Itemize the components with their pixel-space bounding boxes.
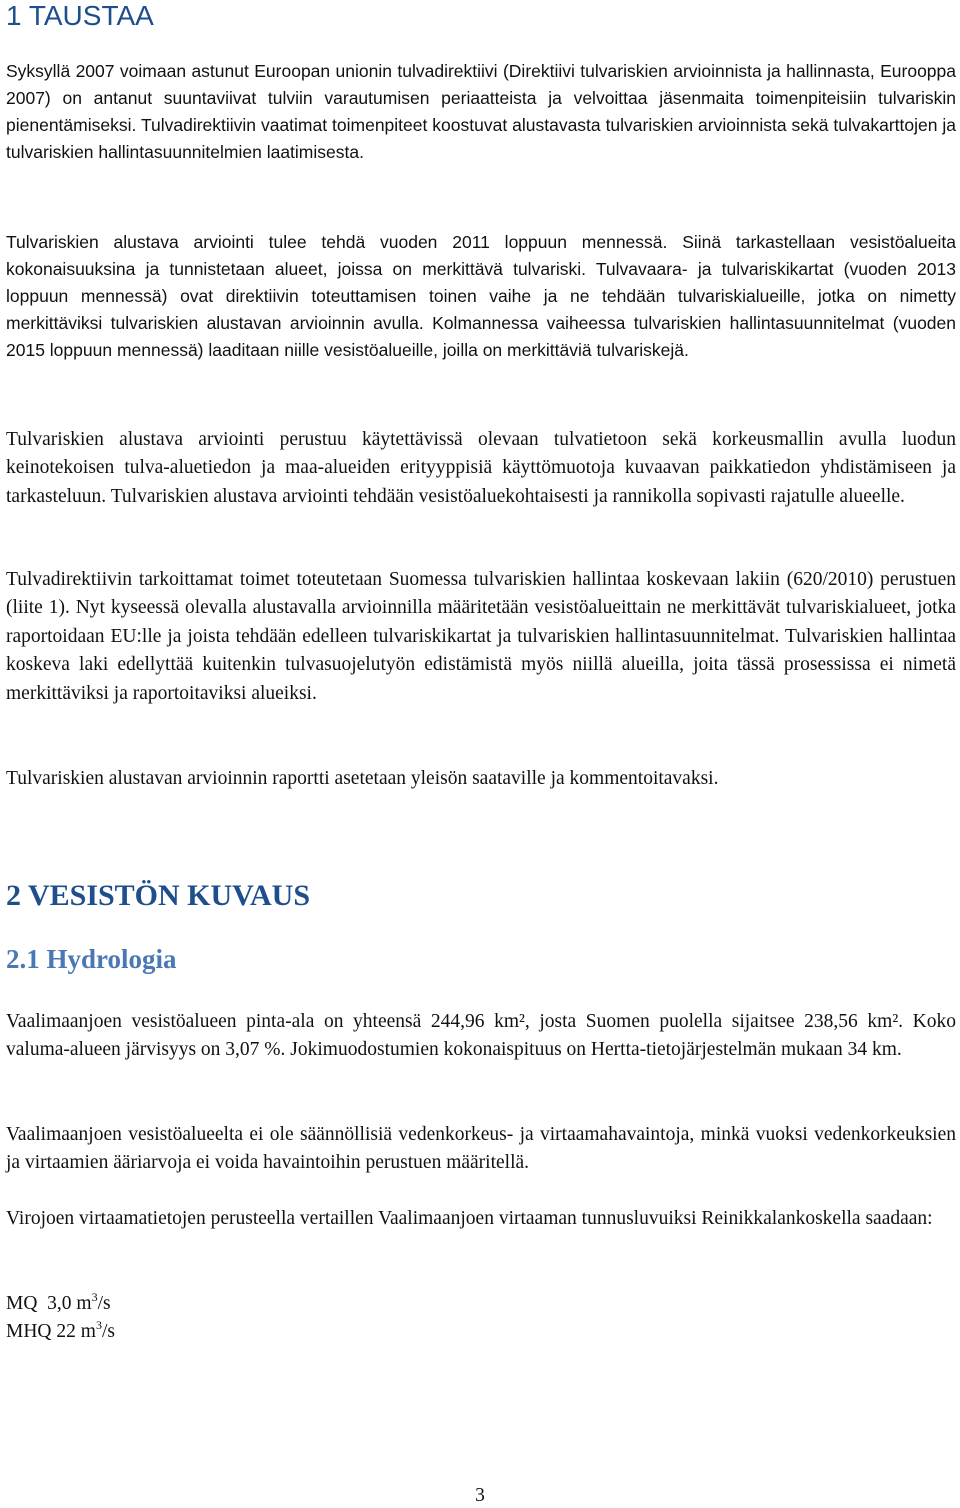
- flow-exponent: 3: [91, 1290, 98, 1304]
- paragraph-6: Vaalimaanjoen vesistöalueen pinta-ala on yhteensä 244,96 km², josta Suomen puolella sijaitsee 238,56 km². Koko valuma-alueen järvisyys on 3,07 %. Jokimuodostumien kokonaispituus on Hertta-tietojärjestelmän mukaan 34 km.: [6, 1011, 956, 1061]
- flow-mhq: [6, 1318, 115, 1346]
- page-number: 3: [475, 1485, 485, 1506]
- paragraph-2: Tulvariskien alustava arviointi tulee tehdä vuoden 2011 loppuun mennessä. Siinä tarkastellaan vesistöalueita kokonaisuuksina ja tunnistetaan alueet, joissa on merkittävä tulvariski. Tulvavaara- ja tulvariskikartat (vuoden 2013 loppuun mennessä) ovat direktiivin toteuttamisen toinen vaihe ja ne tehdään tulvariskialueille, jotka on nimetty merkittäviksi tulvariskien alustavan arvioinnin avulla. Kolmannessa vaiheessa tulvariskien hallintasuunnitelmat (vuoden 2015 loppuun mennessä) laaditaan niille vesistöalueille, joilla on merkittäviä tulvariskejä.: [6, 232, 956, 360]
- section-heading-taustaa: 1 TAUSTAA: [6, 0, 154, 31]
- flow-mq: [6, 1290, 111, 1318]
- paragraph-5: Tulvariskien alustavan arvioinnin raportti asetetaan yleisön saataville ja kommentoitavaksi.: [6, 768, 719, 789]
- paragraph-7: Vaalimaanjoen vesistöalueelta ei ole säännöllisiä vedenkorkeus- ja virtaamahavaintoja, minkä vuoksi vedenkorkeuksien ja virtaamien ääriarvoja ei voida havaintoihin perustuen määritellä.: [6, 1124, 956, 1174]
- flow-unit: /s: [97, 1293, 111, 1314]
- flow-label: MHQ: [6, 1321, 52, 1342]
- flow-label: MQ: [6, 1293, 38, 1314]
- flow-value: 22 m: [56, 1321, 96, 1342]
- subsection-heading-hydrologia: 2.1 Hydrologia: [6, 944, 177, 974]
- flow-exponent: 3: [95, 1318, 102, 1332]
- section-heading-vesiston-kuvaus: 2 VESISTÖN KUVAUS: [6, 879, 310, 912]
- flow-value: 3,0 m: [47, 1293, 92, 1314]
- paragraph-4: Tulvadirektiivin tarkoittamat toimet toteutetaan Suomessa tulvariskien hallintaa koskevaan lakiin (620/2010) perustuen (liite 1). Nyt kyseessä olevalla alustavalla arvioinnilla määritetään vesistöalueittain ne merkittävät tulvariskialueet, jotka raportoidaan EU:lle ja joista tehdään edelleen tulvariskikartat ja tulvariskien hallintasuunnitelmat. Tulvariskien hallintaa koskeva laki edellyttää kuitenkin tulvasuojelutyön edistämistä myös niillä alueilla, joita tässä prosessissa ei nimetä merkittäviksi ja raportoitaviksi alueiksi.: [6, 569, 956, 704]
- paragraph-8: Virojoen virtaamatietojen perusteella vertaillen Vaalimaanjoen virtaaman tunnusluvuiksi Reinikkalankoskella saadaan:: [6, 1208, 933, 1229]
- flow-unit: /s: [101, 1321, 115, 1342]
- paragraph-1: Syksyllä 2007 voimaan astunut Euroopan unionin tulvadirektiivi (Direktiivi tulvariskien arvioinnista ja hallinnasta, Eurooppa 2007) on antanut suuntaviivat tulviin varautumisen periaatteista ja velvoittaa jäsenmaita toimenpiteisiin tulvariskin pienentämiseksi. Tulvadirektiivin vaatimat toimenpiteet koostuvat alustavasta tulvariskien arvioinnista sekä tulvakarttojen ja tulvariskien hallintasuunnitelmien laatimisesta.: [6, 61, 956, 162]
- paragraph-3: Tulvariskien alustava arviointi perustuu käytettävissä olevaan tulvatietoon sekä korkeusmallin avulla luodun keinotekoisen tulva-aluetiedon ja maa-alueiden erityyppisiä käyttömuotoja kuvaavan paikkatiedon yhdistämiseen ja tarkasteluun. Tulvariskien alustava arviointi tehdään vesistöaluekohtaisesti ja rannikolla sopivasti rajatulle alueelle.: [6, 429, 956, 507]
